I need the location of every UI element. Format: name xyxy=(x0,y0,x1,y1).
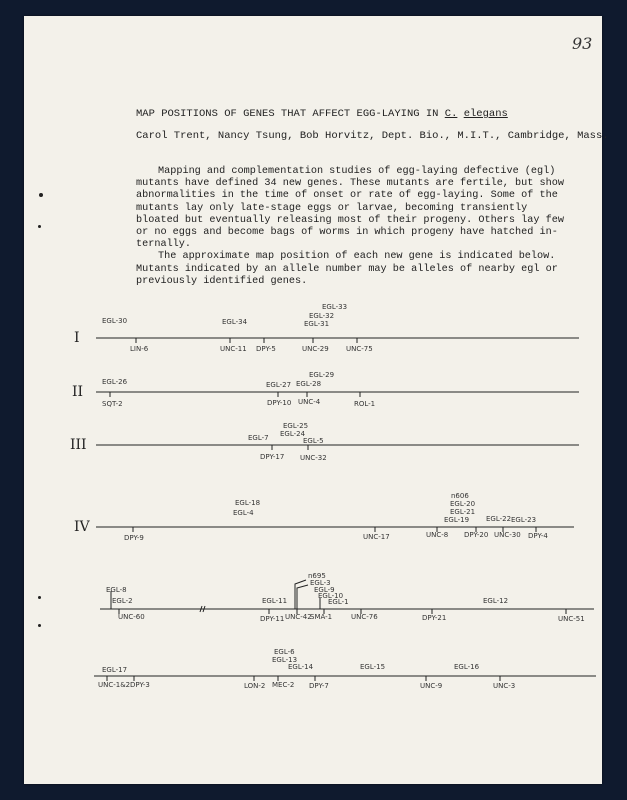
gene-label: EGL-11 xyxy=(262,597,288,605)
document-page xyxy=(24,16,609,784)
marker-label: DPY-5 xyxy=(256,345,276,353)
gene-label: EGL-10 xyxy=(318,592,344,600)
gene-label: EGL-31 xyxy=(304,320,330,328)
gene-label: EGL-17 xyxy=(102,666,128,674)
marker-label: UNC-29 xyxy=(302,345,329,353)
gene-label: EGL-8 xyxy=(106,586,127,594)
marker-label: UNC-42 xyxy=(285,613,312,621)
marker-label: DPY-9 xyxy=(124,534,144,542)
gene-label: n606 xyxy=(451,492,469,500)
gene-label: EGL-15 xyxy=(360,663,386,671)
gene-label: EGL-12 xyxy=(483,597,509,605)
marker-label: LIN-6 xyxy=(130,345,149,353)
marker-label: DPY-3 xyxy=(130,681,150,689)
gene-label: EGL-9 xyxy=(314,586,335,594)
chromosome-IV xyxy=(74,492,574,542)
chromosome-label: II xyxy=(72,384,84,400)
marker-label: UNC-30 xyxy=(494,531,521,539)
chromosome-label: III xyxy=(70,437,87,453)
paragraph-2: The approximate map position of each new gene is indicated below. Mutants indicated by an allele number may be alleles of nearby egl or previously identified genes. xyxy=(136,251,558,287)
title-genus: C. xyxy=(444,108,458,120)
gene-label: EGL-21 xyxy=(450,508,476,516)
marker-label: DPY-11 xyxy=(260,615,285,623)
authors-line: Carol Trent, Nancy Tsung, Bob Horvitz, Dept. Bio., M.I.T., Cambridge, Mass. xyxy=(136,130,609,142)
gene-label: EGL-13 xyxy=(272,656,298,664)
chromosome-label: IV xyxy=(74,519,90,535)
marker-label: UNC-9 xyxy=(420,682,443,690)
genetic-map-svg xyxy=(24,16,602,784)
punch-mark xyxy=(38,225,41,228)
marker-label: DPY-17 xyxy=(260,453,285,461)
marker-label: UNC-60 xyxy=(118,613,145,621)
gene-label: EGL-18 xyxy=(235,499,261,507)
gene-label: EGL-29 xyxy=(309,371,335,379)
marker-label: DPY-7 xyxy=(309,682,329,690)
punch-mark xyxy=(38,596,41,599)
marker-label: DPY-4 xyxy=(528,532,548,540)
marker-label: UNC-17 xyxy=(363,533,390,541)
gene-label: EGL-6 xyxy=(274,648,295,656)
gene-label: EGL-1 xyxy=(328,598,349,606)
gene-label: EGL-3 xyxy=(310,579,331,587)
gene-label: EGL-14 xyxy=(288,663,314,671)
gene-label: EGL-19 xyxy=(444,516,470,524)
marker-label: UNC-32 xyxy=(300,454,327,462)
gene-label: EGL-4 xyxy=(233,509,254,517)
punch-mark xyxy=(39,193,43,197)
marker-label: UNC-51 xyxy=(558,615,585,623)
gene-label: EGL-34 xyxy=(222,318,248,326)
marker-label: SQT-2 xyxy=(102,400,123,408)
gene-label: EGL-32 xyxy=(309,312,335,320)
chromosome-II xyxy=(72,371,579,408)
marker-label: DPY-10 xyxy=(267,399,292,407)
gene-label: EGL-22 xyxy=(486,515,512,523)
gene-label: EGL-16 xyxy=(454,663,480,671)
gene-label: EGL-33 xyxy=(322,303,348,311)
chromosome-III xyxy=(70,422,579,462)
marker-label: UNC-1&2 xyxy=(98,681,131,689)
marker-label: DPY-21 xyxy=(422,614,447,622)
gene-label: n695 xyxy=(308,572,326,580)
marker-label: MEC-2 xyxy=(272,681,295,689)
marker-label: ROL-1 xyxy=(354,400,376,408)
gene-label: EGL-27 xyxy=(266,381,292,389)
chromosome-V xyxy=(100,572,594,623)
gene-label: EGL-25 xyxy=(283,422,309,430)
marker-label: DPY-20 xyxy=(464,531,489,539)
marker-label: UNC-8 xyxy=(426,531,449,539)
title-species: elegans xyxy=(463,108,508,120)
chromosome-X xyxy=(94,648,596,690)
gene-label: EGL-5 xyxy=(303,437,324,445)
gene-label: EGL-28 xyxy=(296,380,322,388)
page-number: 93 xyxy=(572,34,593,53)
gene-label: EGL-7 xyxy=(248,434,269,442)
chromosome-label: I xyxy=(74,330,80,346)
paragraph-1: Mapping and complementation studies of egg-laying defective (egl) mutants have defined 34 new genes. These mutants are fertile, but show abnormalities in the time of onset or rate of egg-laying. Some of the mutants lay only late-stage eggs or larvae, becoming transiently bloated but eventually releasing most of their progeny. Others lay few or no eggs and become bags of worms in which progeny have hatched in-ternally. xyxy=(136,166,564,251)
gene-label: EGL-26 xyxy=(102,378,128,386)
marker-label: UNC-4 xyxy=(298,398,321,406)
marker-label: UNC-76 xyxy=(351,613,378,621)
chromosome-I xyxy=(74,303,579,353)
gene-label: EGL-20 xyxy=(450,500,476,508)
marker-label: UNC-3 xyxy=(493,682,516,690)
gene-label: EGL-23 xyxy=(511,516,537,524)
marker-label: SMA-1 xyxy=(310,613,333,621)
gene-label: EGL-30 xyxy=(102,317,128,325)
punch-mark xyxy=(38,624,41,627)
gene-label: EGL-24 xyxy=(280,430,306,438)
marker-label: UNC-75 xyxy=(346,345,373,353)
marker-label: UNC-11 xyxy=(220,345,247,353)
marker-label: LON-2 xyxy=(244,682,266,690)
title-text: MAP POSITIONS OF GENES THAT AFFECT EGG-LAYING IN xyxy=(136,108,445,120)
gene-label: EGL-2 xyxy=(112,597,133,605)
